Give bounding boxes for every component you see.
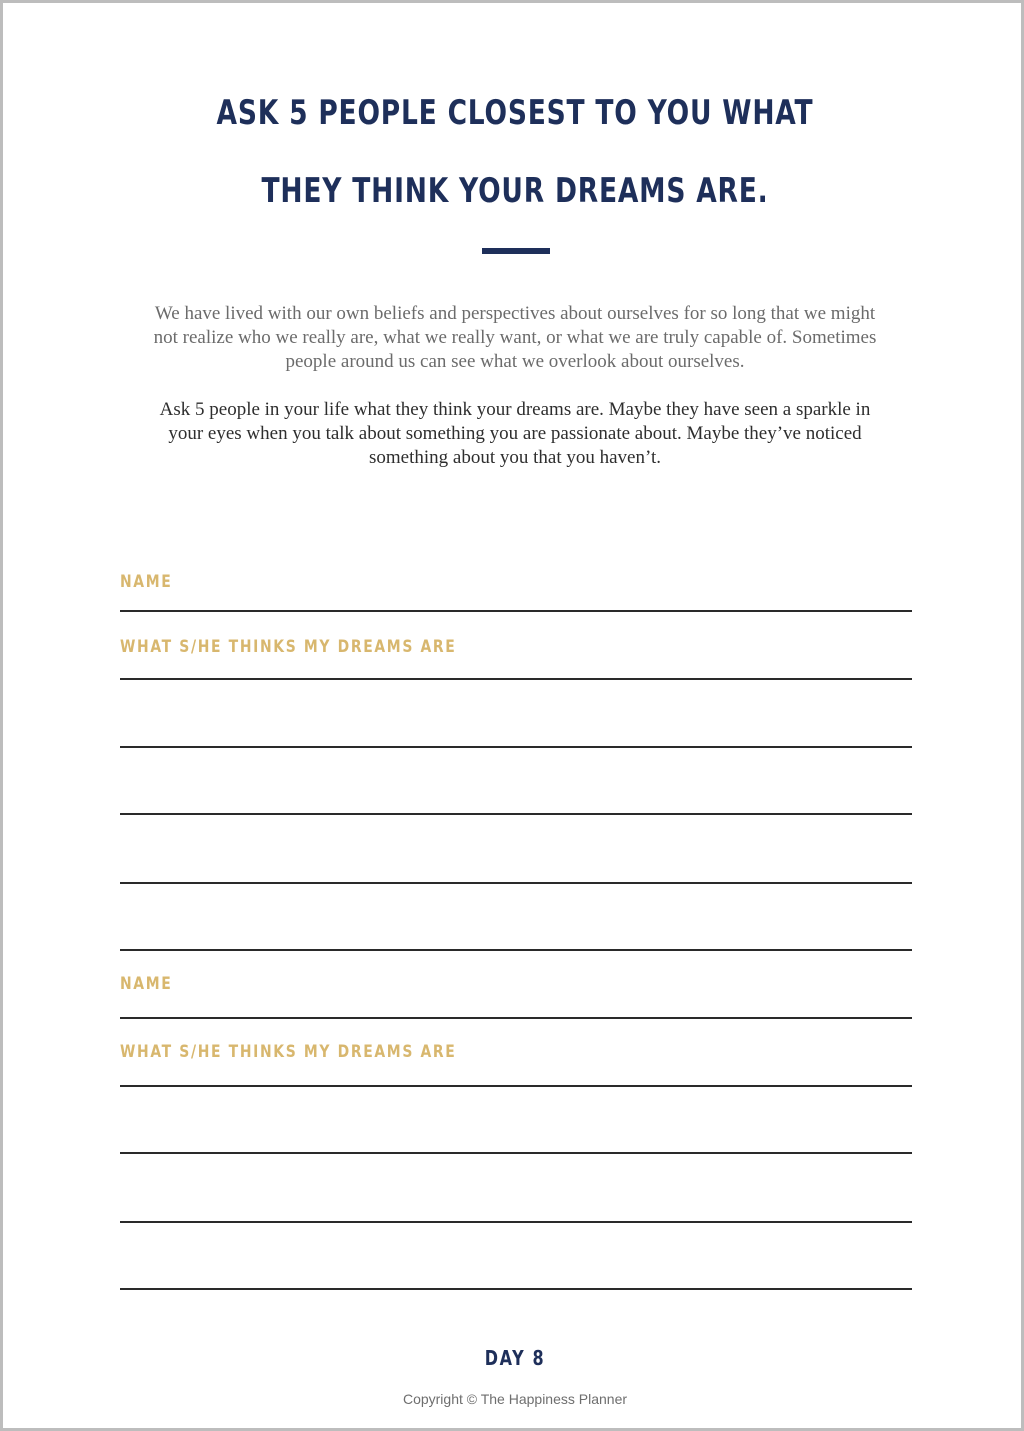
day-number: DAY 8: [484, 1346, 546, 1370]
entry-1-name-label: NAME: [120, 572, 173, 592]
entry-2-dreams-label: WHAT S/HE THINKS MY DREAMS ARE: [120, 1042, 457, 1062]
entry-2-name-label: NAME: [120, 974, 173, 994]
entry-2-name-line[interactable]: [120, 1017, 912, 1019]
intro-paragraph-1: We have lived with our own beliefs and perspectives about ourselves for so long that we might not realize who we really are, what we really want, or what we are truly capable of. Sometimes people around us can see what we overlook about ourselves.: [153, 303, 877, 372]
entry-1-dreams-line[interactable]: [120, 949, 912, 951]
page-title-line-2: THEY THINK YOUR DREAMS ARE.: [261, 171, 769, 211]
title-divider: [482, 248, 550, 254]
entry-1-dreams-line[interactable]: [120, 882, 912, 884]
entry-1-dreams-label: WHAT S/HE THINKS MY DREAMS ARE: [120, 637, 457, 657]
page-title-line-1: ASK 5 PEOPLE CLOSEST TO YOU WHAT: [216, 93, 814, 133]
entry-2-dreams-line[interactable]: [120, 1085, 912, 1087]
entry-1-dreams-line[interactable]: [120, 813, 912, 815]
entry-2-dreams-line[interactable]: [120, 1288, 912, 1290]
entry-1-name-line[interactable]: [120, 610, 912, 612]
entry-1-dreams-line[interactable]: [120, 678, 912, 680]
entry-2-dreams-line[interactable]: [120, 1221, 912, 1223]
entry-1-dreams-line[interactable]: [120, 746, 912, 748]
entry-2-dreams-line[interactable]: [120, 1152, 912, 1154]
intro-paragraph-2: Ask 5 people in your life what they think your dreams are. Maybe they have seen a sparkle in your eyes when you talk about something you are passionate about. Maybe they’ve noticed something about you that you haven’t.: [159, 399, 871, 468]
copyright-notice: Copyright © The Happiness Planner: [402, 1391, 628, 1407]
